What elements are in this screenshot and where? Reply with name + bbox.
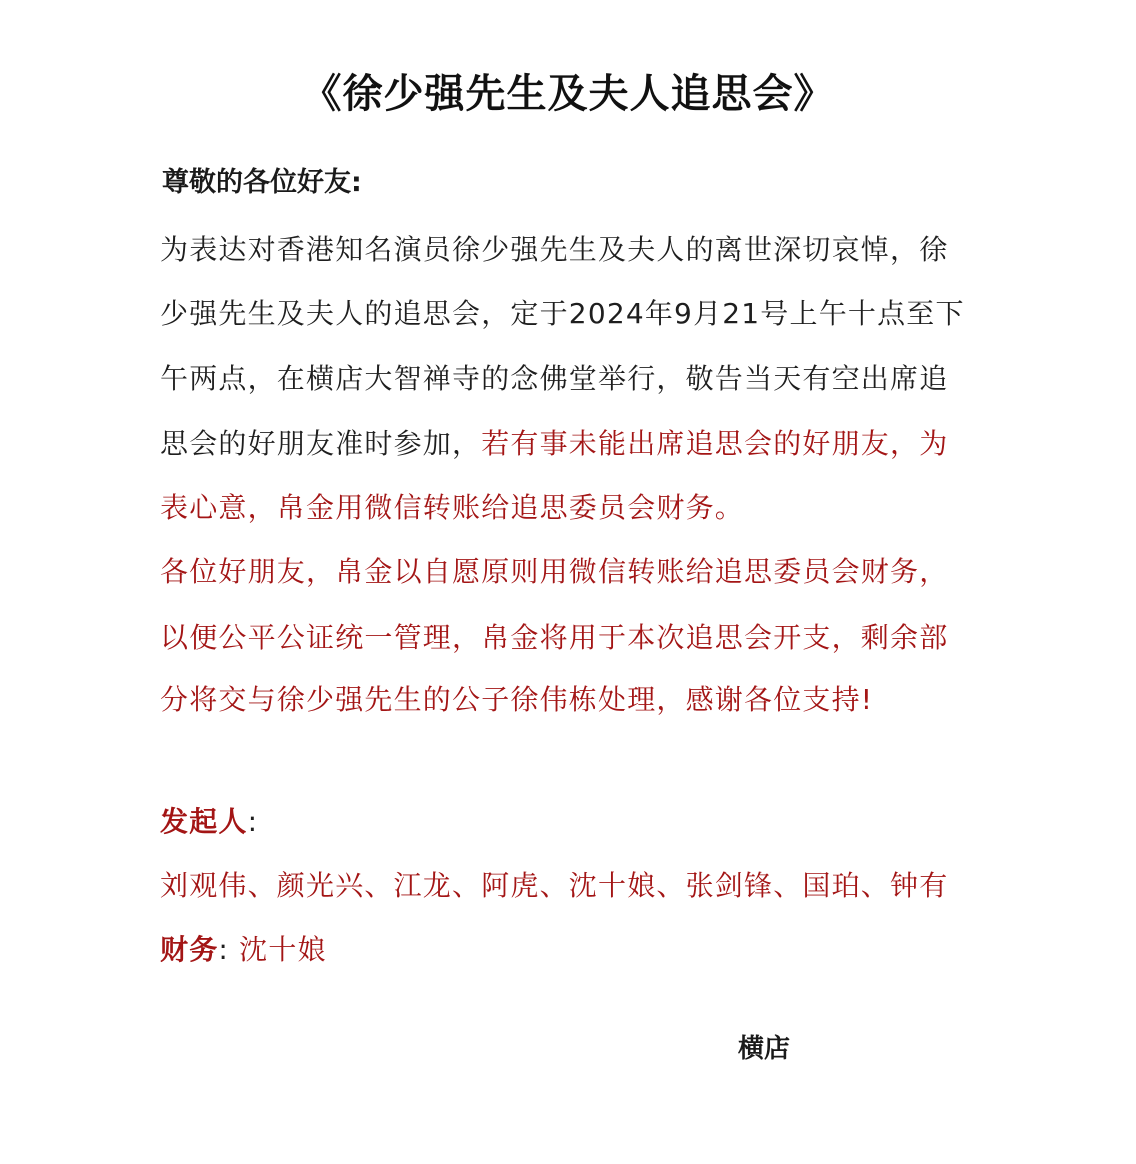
- body-line-6-red: 各位好朋友，帛金以自愿原则用微信转账给追思委员会财务，: [160, 555, 949, 588]
- body-line-6: [160, 550, 960, 590]
- body-line-5-red: 表心意，帛金用微信转账给追思委员会财务。: [160, 491, 745, 524]
- body-line-8-red: 分将交与徐少强先生的公子徐伟栋处理，感谢各位支持!: [160, 683, 874, 716]
- body-line-4-black: 思会的好朋友准时参加，: [160, 427, 482, 460]
- body-line-8: [160, 678, 960, 718]
- body-line-3: [160, 357, 960, 397]
- initiators-names: 刘观伟、颜光兴、江龙、阿虎、沈十娘、张剑锋、国珀、钟有: [160, 869, 949, 902]
- finance-colon: :: [218, 933, 240, 966]
- document-title: 《徐少强先生及夫人追思会》: [301, 71, 835, 117]
- body-line-1-black: 为表达对香港知名演员徐少强先生及夫人的离世深切哀悼，徐: [160, 233, 949, 266]
- initiators-heading: [160, 800, 960, 840]
- body-line-3-black: 午两点，在横店大智禅寺的念佛堂举行，敬告当天有空出席追: [160, 362, 949, 395]
- body-line-5: [160, 486, 960, 526]
- finance-line: [160, 928, 960, 968]
- body-line-4-red: 若有事未能出席追思会的好朋友，为: [481, 427, 949, 460]
- body-line-4: [160, 422, 960, 462]
- body-line-7-red: 以便公平公证统一管理，帛金将用于本次追思会开支，剩余部: [160, 621, 949, 654]
- finance-label: 财务: [160, 933, 219, 966]
- finance-name: 沈十娘: [239, 933, 327, 966]
- initiators-label: 发起人: [160, 805, 248, 838]
- body-line-1: [160, 228, 960, 268]
- initiators-colon: :: [247, 805, 259, 838]
- body-line-7: [160, 616, 960, 656]
- body-line-2: [160, 292, 965, 332]
- body-line-2-black: 少强先生及夫人的追思会，定于2024年9月21号上午十点至下: [160, 297, 965, 330]
- signature: 横店: [738, 1034, 791, 1064]
- salutation: 尊敬的各位好友:: [162, 167, 362, 198]
